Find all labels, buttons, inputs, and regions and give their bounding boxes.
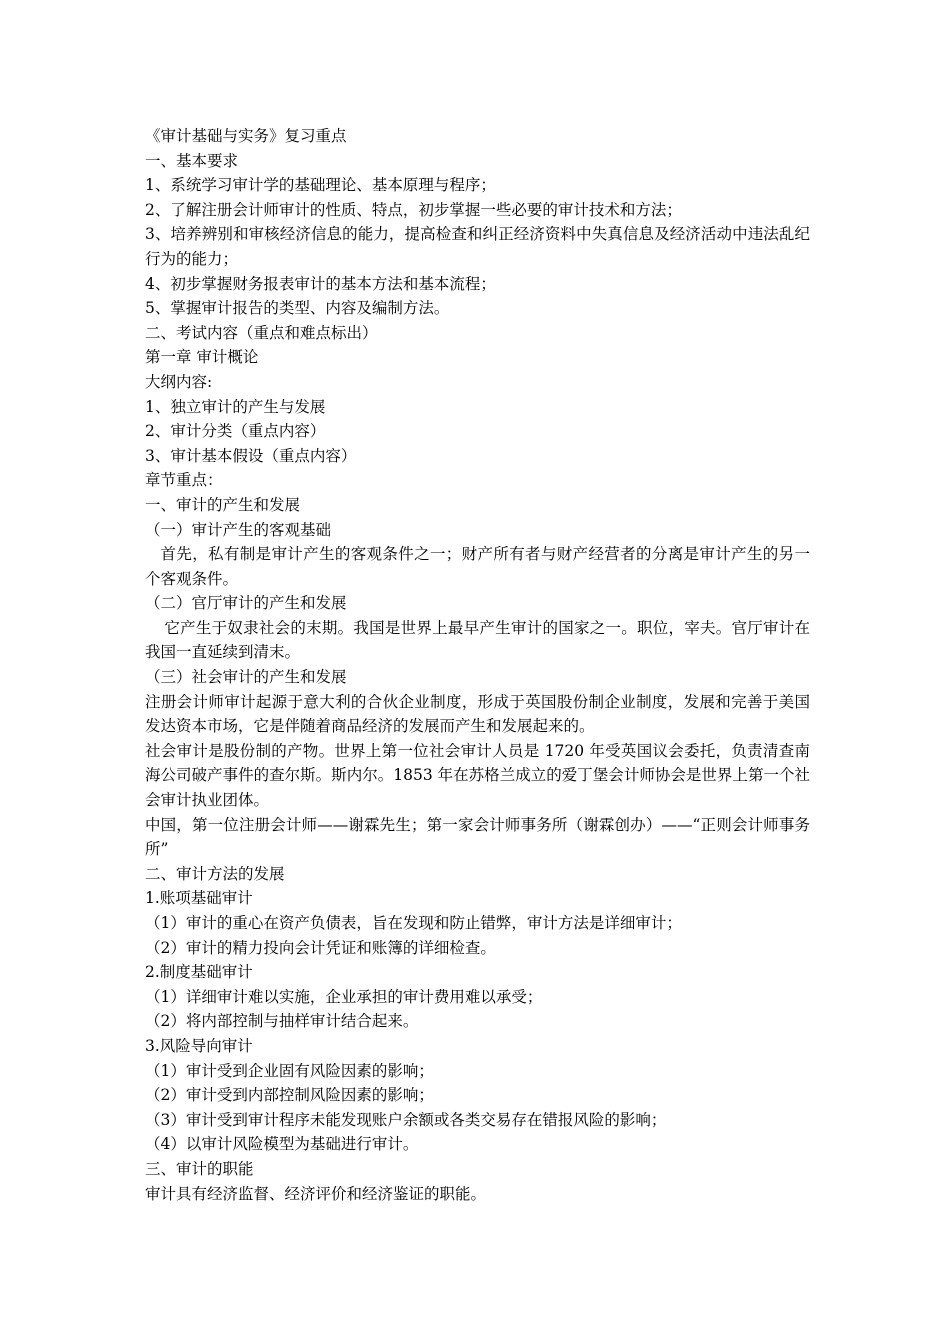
method-heading-system-based: 2.制度基础审计 bbox=[145, 963, 253, 982]
requirement-item-4: 4、初步掌握财务报表审计的基本方法和基本流程； bbox=[145, 274, 496, 293]
key-heading-origin-development: 一、审计的产生和发展 bbox=[145, 495, 301, 514]
paragraph-audit-functions: 审计具有经济监督、经济评价和经济鉴证的职能。 bbox=[145, 1184, 487, 1203]
method-item: （1）审计受到企业固有风险因素的影响； bbox=[145, 1061, 434, 1080]
outline-label: 大纲内容: bbox=[145, 372, 213, 391]
method-item: （2）审计受到内部控制风险因素的影响； bbox=[145, 1086, 434, 1105]
chapter-heading: 第一章 审计概论 bbox=[145, 348, 259, 367]
document-title: 《审计基础与实务》复习重点 bbox=[145, 127, 347, 145]
outline-item-1: 1、独立审计的产生与发展 bbox=[145, 397, 326, 416]
requirement-item-1: 1、系统学习审计学的基础理论、基本原理与程序； bbox=[145, 176, 496, 195]
requirement-item-3: 3、培养辨别和审核经济信息的能力，提高检查和纠正经济资料中失真信息及经济活动中违法乱纪行为的能力； bbox=[145, 225, 810, 268]
paragraph-objective-basis: 首先，私有制是审计产生的客观条件之一；财产所有者与财产经营者的分离是审计产生的另一个客观条件。 bbox=[145, 545, 810, 588]
requirement-item-2: 2、了解注册会计师审计的性质、特点，初步掌握一些必要的审计技术和方法； bbox=[145, 200, 682, 219]
key-heading-audit-functions: 三、审计的职能 bbox=[145, 1159, 254, 1178]
subheading-social-audit: （三）社会审计的产生和发展 bbox=[145, 668, 347, 687]
outline-item-3: 3、审计基本假设（重点内容） bbox=[145, 446, 357, 465]
section-heading-basic-requirements: 一、基本要求 bbox=[145, 151, 239, 170]
paragraph-government-audit: 它产生于奴隶社会的末期。我国是世界上最早产生审计的国家之一。职位，宰夫。官厅审计在我国一直延续到清末。 bbox=[145, 618, 810, 662]
method-item: （3）审计受到审计程序未能发现账户余额或各类交易存在错报风险的影响； bbox=[145, 1110, 667, 1129]
paragraph-social-audit-history: 社会审计是股份制的产物。世界上第一位社会审计人员是 1720 年受英国议会委托，负责清查南海公司破产事件的查尔斯。斯内尔。1853 年在苏格兰成立的爱丁堡会计师协会是世界上第一个社会审计执业团体。 bbox=[145, 741, 810, 810]
method-item: （1）审计的重心在资产负债表，旨在发现和防止错弊，审计方法是详细审计； bbox=[145, 914, 682, 932]
section-heading-exam-content: 二、考试内容（重点和难点标出） bbox=[145, 323, 378, 342]
method-item: （2）审计的精力投向会计凭证和账簿的详细检查。 bbox=[145, 938, 496, 957]
subheading-government-audit: （二）官厅审计的产生和发展 bbox=[145, 594, 347, 613]
method-item: （1）详细审计难以实施，企业承担的审计费用难以承受； bbox=[145, 987, 543, 1006]
paragraph-china-first-cpa: 中国，第一位注册会计师——谢霖先生；第一家会计师事务所（谢霖创办）——“正则会计师事务所” bbox=[145, 815, 810, 859]
outline-item-2: 2、审计分类（重点内容） bbox=[145, 422, 326, 441]
key-points-label: 章节重点： bbox=[145, 471, 223, 490]
method-item: （2）将内部控制与抽样审计结合起来。 bbox=[145, 1012, 419, 1031]
requirement-item-5: 5、掌握审计报告的类型、内容及编制方法。 bbox=[145, 299, 450, 318]
method-heading-risk-oriented: 3.风险导向审计 bbox=[145, 1036, 253, 1055]
method-item: （4）以审计风险模型为基础进行审计。 bbox=[145, 1135, 419, 1154]
key-heading-audit-methods: 二、审计方法的发展 bbox=[145, 864, 285, 883]
document-page bbox=[145, 124, 810, 1206]
subheading-objective-basis: （一）审计产生的客观基础 bbox=[145, 520, 332, 539]
method-heading-account-based: 1.账项基础审计 bbox=[145, 889, 253, 908]
paragraph-cpa-origin: 注册会计师审计起源于意大利的合伙企业制度，形成于英国股份制企业制度，发展和完善于美国发达资本市场，它是伴随着商品经济的发展而产生和发展起来的。 bbox=[145, 692, 810, 736]
